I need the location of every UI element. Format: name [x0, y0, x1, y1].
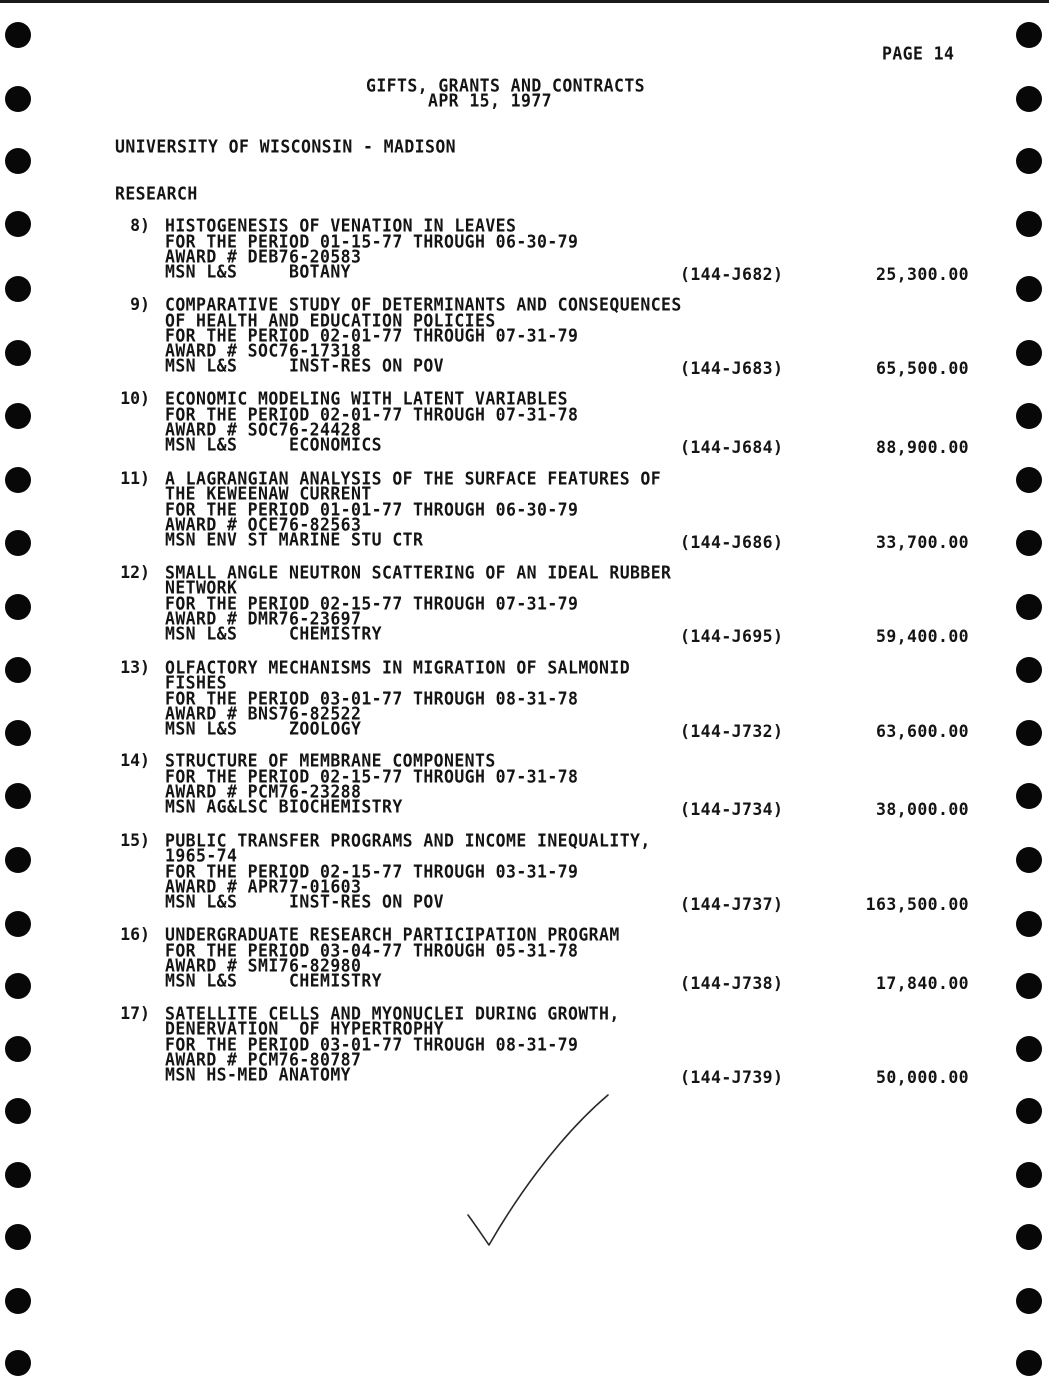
- entry-amount: 33,700.00: [875, 533, 969, 552]
- entry-title-line2: THE KEWEENAW CURRENT: [165, 483, 372, 504]
- entry-number: 9): [130, 295, 150, 314]
- page-number: PAGE 14: [882, 43, 955, 64]
- entry-title-line2: OF HEALTH AND EDUCATION POLICIES: [165, 310, 496, 331]
- feed-hole: [1016, 657, 1042, 683]
- feed-hole: [5, 211, 31, 237]
- entry-title-line2: 1965-74: [165, 845, 238, 866]
- feed-hole: [1016, 1224, 1042, 1250]
- feed-hole: [5, 657, 31, 683]
- entry-account-code: (144-J734): [680, 800, 784, 819]
- entry-title: OLFACTORY MECHANISMS IN MIGRATION OF SALMONID: [165, 657, 631, 678]
- entry-title: STRUCTURE OF MEMBRANE COMPONENTS: [165, 750, 496, 771]
- entry-department: MSN HS-MED ANATOMY: [165, 1064, 352, 1085]
- entry-award: AWARD # SOC76-17318: [165, 340, 362, 361]
- feed-hole: [5, 403, 31, 429]
- feed-hole: [5, 86, 31, 112]
- report-date: APR 15, 1977: [428, 90, 553, 111]
- entry-title: ECONOMIC MODELING WITH LATENT VARIABLES: [165, 388, 569, 409]
- feed-hole: [5, 847, 31, 873]
- feed-hole: [5, 148, 31, 174]
- feed-hole: [5, 1162, 31, 1188]
- entry-award: AWARD # DMR76-23697: [165, 608, 362, 629]
- section-heading: RESEARCH: [115, 183, 198, 204]
- entry-title: UNDERGRADUATE RESEARCH PARTICIPATION PROGRAM: [165, 924, 620, 945]
- entry-number: 16): [120, 925, 150, 944]
- entry-title-line2: NETWORK: [165, 577, 238, 598]
- feed-hole: [1016, 720, 1042, 746]
- feed-hole: [1016, 594, 1042, 620]
- entry-period: FOR THE PERIOD 02-01-77 THROUGH 07-31-78: [165, 404, 579, 425]
- feed-hole: [5, 1288, 31, 1314]
- entry-number: 10): [120, 389, 150, 408]
- feed-hole: [1016, 340, 1042, 366]
- feed-hole: [5, 530, 31, 556]
- feed-hole: [5, 1036, 31, 1062]
- entry-amount: 59,400.00: [875, 627, 969, 646]
- entry-title: SATELLITE CELLS AND MYONUCLEI DURING GROWTH,: [165, 1003, 620, 1024]
- entry-period: FOR THE PERIOD 03-01-77 THROUGH 08-31-78: [165, 688, 579, 709]
- feed-hole: [1016, 1288, 1042, 1314]
- entry-period: FOR THE PERIOD 02-15-77 THROUGH 07-31-78: [165, 766, 579, 787]
- feed-hole: [5, 973, 31, 999]
- feed-hole: [5, 340, 31, 366]
- entry-award: AWARD # BNS76-82522: [165, 703, 362, 724]
- entry-account-code: (144-J684): [680, 438, 784, 457]
- entry-number: 15): [120, 831, 150, 850]
- entry-number: 14): [120, 751, 150, 770]
- entry-title: HISTOGENESIS OF VENATION IN LEAVES: [165, 215, 517, 236]
- entry-title: COMPARATIVE STUDY OF DETERMINANTS AND CONSEQUENCES: [165, 294, 682, 315]
- entry-period: FOR THE PERIOD 01-01-77 THROUGH 06-30-79: [165, 499, 579, 520]
- feed-hole: [5, 1224, 31, 1250]
- entry-title: PUBLIC TRANSFER PROGRAMS AND INCOME INEQUALITY,: [165, 830, 651, 851]
- entry-department: MSN ENV ST MARINE STU CTR: [165, 529, 424, 550]
- institution-name: UNIVERSITY OF WISCONSIN - MADISON: [115, 136, 457, 157]
- feed-hole: [1016, 783, 1042, 809]
- entry-department: MSN L&S CHEMISTRY: [165, 970, 383, 991]
- feed-hole: [1016, 86, 1042, 112]
- entry-department: MSN L&S ECONOMICS: [165, 434, 383, 455]
- entry-department: MSN L&S INST-RES ON POV: [165, 355, 445, 376]
- entry-number: 13): [120, 658, 150, 677]
- feed-hole: [1016, 148, 1042, 174]
- feed-hole: [1016, 973, 1042, 999]
- entry-department: MSN L&S CHEMISTRY: [165, 623, 383, 644]
- feed-hole: [1016, 911, 1042, 937]
- feed-hole: [1016, 22, 1042, 48]
- entry-period: FOR THE PERIOD 03-01-77 THROUGH 08-31-79: [165, 1034, 579, 1055]
- entry-account-code: (144-J683): [680, 359, 784, 378]
- feed-hole: [1016, 403, 1042, 429]
- entry-account-code: (144-J695): [680, 627, 784, 646]
- entry-award: AWARD # DEB76-20583: [165, 246, 362, 267]
- feed-hole: [1016, 1098, 1042, 1124]
- entry-account-code: (144-J682): [680, 265, 784, 284]
- entry-number: 11): [120, 469, 150, 488]
- entry-award: AWARD # SMI76-82980: [165, 955, 362, 976]
- feed-hole: [1016, 276, 1042, 302]
- entry-account-code: (144-J686): [680, 533, 784, 552]
- feed-hole: [5, 720, 31, 746]
- entry-amount: 65,500.00: [875, 359, 969, 378]
- entry-title-line2: DENERVATION OF HYPERTROPHY: [165, 1018, 445, 1039]
- entry-amount: 88,900.00: [875, 438, 969, 457]
- feed-hole: [1016, 1036, 1042, 1062]
- entry-account-code: (144-J737): [680, 895, 784, 914]
- feed-hole: [5, 594, 31, 620]
- entry-number: 12): [120, 563, 150, 582]
- entry-number: 8): [130, 216, 150, 235]
- entry-account-code: (144-J739): [680, 1068, 784, 1087]
- entry-amount: 38,000.00: [875, 800, 969, 819]
- entry-department: MSN L&S BOTANY: [165, 261, 352, 282]
- entry-period: FOR THE PERIOD 03-04-77 THROUGH 05-31-78: [165, 940, 579, 961]
- entry-title-line2: FISHES: [165, 672, 228, 693]
- entry-amount: 63,600.00: [875, 722, 969, 741]
- feed-hole: [1016, 847, 1042, 873]
- checkmark-icon: [460, 1085, 620, 1255]
- entry-period: FOR THE PERIOD 01-15-77 THROUGH 06-30-79: [165, 231, 579, 252]
- feed-hole: [1016, 530, 1042, 556]
- feed-hole: [5, 22, 31, 48]
- entry-title: A LAGRANGIAN ANALYSIS OF THE SURFACE FEATURES OF: [165, 468, 662, 489]
- entry-award: AWARD # SOC76-24428: [165, 419, 362, 440]
- entry-account-code: (144-J738): [680, 974, 784, 993]
- feed-hole: [5, 467, 31, 493]
- entry-title: SMALL ANGLE NEUTRON SCATTERING OF AN IDEAL RUBBER: [165, 562, 672, 583]
- entry-account-code: (144-J732): [680, 722, 784, 741]
- entry-award: AWARD # APR77-01603: [165, 876, 362, 897]
- entry-award: AWARD # PCM76-23288: [165, 781, 362, 802]
- entry-amount: 50,000.00: [875, 1068, 969, 1087]
- entry-department: MSN L&S ZOOLOGY: [165, 718, 362, 739]
- feed-hole: [5, 911, 31, 937]
- entry-amount: 17,840.00: [875, 974, 969, 993]
- report-title: GIFTS, GRANTS AND CONTRACTS: [366, 75, 646, 96]
- feed-hole: [5, 1350, 31, 1376]
- entry-number: 17): [120, 1004, 150, 1023]
- entry-department: MSN AG&LSC BIOCHEMISTRY: [165, 796, 403, 817]
- paper-top-edge: [0, 0, 1049, 3]
- entry-amount: 25,300.00: [875, 265, 969, 284]
- entry-amount: 163,500.00: [865, 895, 969, 914]
- entry-period: FOR THE PERIOD 02-15-77 THROUGH 03-31-79: [165, 861, 579, 882]
- entry-award: AWARD # OCE76-82563: [165, 514, 362, 535]
- entry-award: AWARD # PCM76-80787: [165, 1049, 362, 1070]
- feed-hole: [1016, 467, 1042, 493]
- feed-hole: [5, 783, 31, 809]
- feed-hole: [5, 276, 31, 302]
- entry-period: FOR THE PERIOD 02-15-77 THROUGH 07-31-79: [165, 593, 579, 614]
- feed-hole: [1016, 1162, 1042, 1188]
- entry-department: MSN L&S INST-RES ON POV: [165, 891, 445, 912]
- feed-hole: [1016, 211, 1042, 237]
- entry-period: FOR THE PERIOD 02-01-77 THROUGH 07-31-79: [165, 325, 579, 346]
- feed-hole: [5, 1098, 31, 1124]
- feed-hole: [1016, 1350, 1042, 1376]
